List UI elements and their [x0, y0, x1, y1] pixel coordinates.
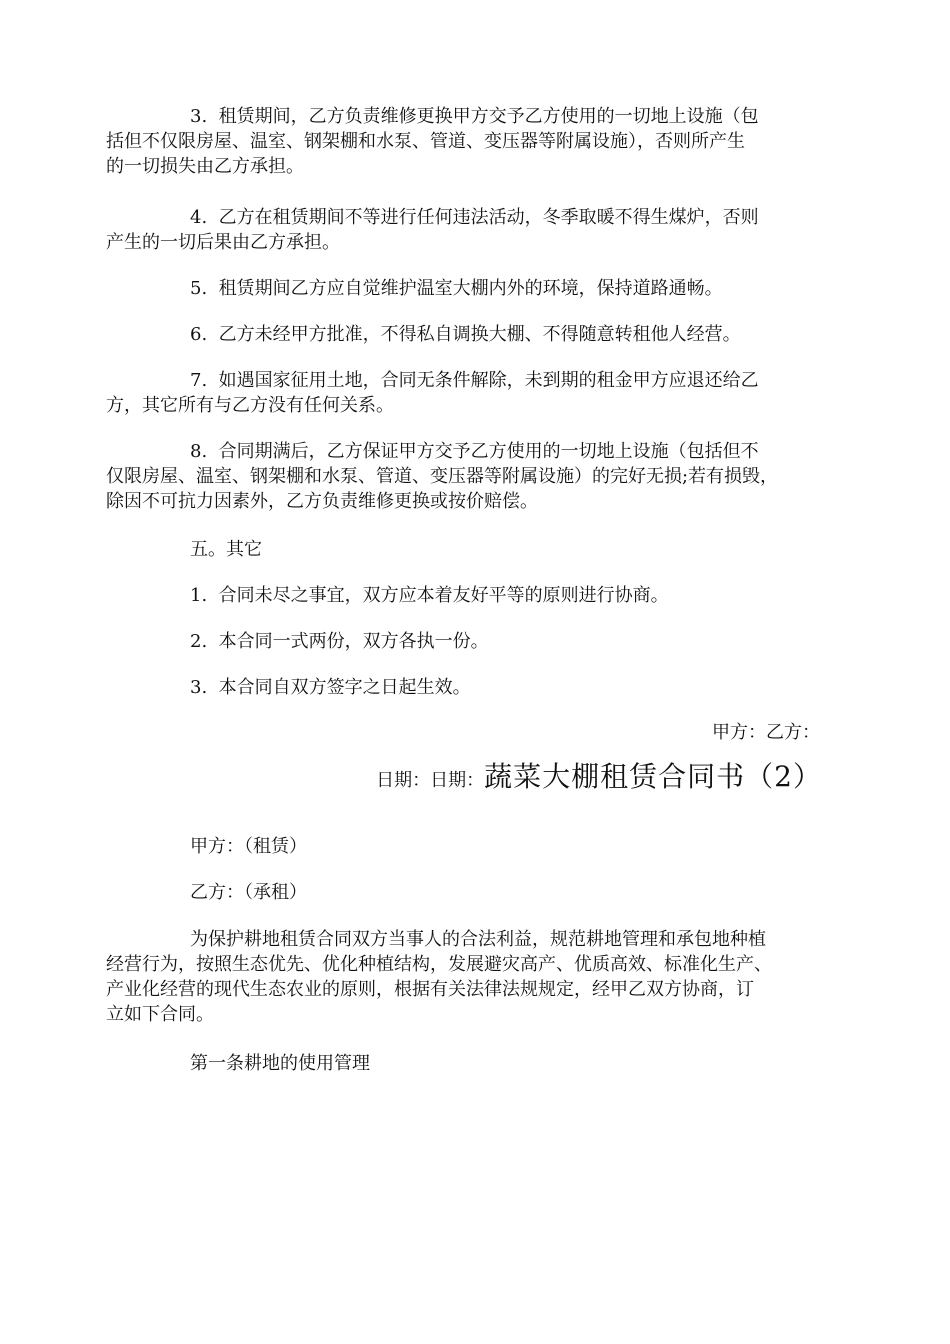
- clause-line: [106, 322, 846, 347]
- clause-line: [106, 276, 846, 301]
- article-1-line: [106, 1051, 846, 1076]
- clause-line: [106, 368, 846, 393]
- section-item-1: [106, 583, 846, 608]
- item-text: 合同未尽之事宜，双方应本着友好平等的原则进行协商。: [218, 585, 669, 606]
- section-item-line: [106, 675, 846, 700]
- clause-line: [106, 104, 846, 129]
- section-item-line: [106, 629, 846, 654]
- section-item-2: [106, 629, 846, 654]
- clause-7: [106, 368, 846, 418]
- clause-text: 租赁期间乙方应自觉维护温室大棚内外的环境，保持道路通畅。: [218, 278, 723, 299]
- clause-number: 3.: [190, 106, 208, 127]
- clause-line: 产生的一切后果由乙方承担。: [106, 232, 340, 253]
- article-1-heading: 第一条耕地的使用管理: [190, 1053, 370, 1074]
- signature-parties: 甲方：乙方：: [712, 722, 820, 743]
- clause-line: 的一切损失由乙方承担。: [106, 156, 304, 177]
- clause-6: [106, 322, 846, 347]
- intro-line: 为保护耕地租赁合同双方当事人的合法利益，规范耕地管理和承包地种植: [190, 929, 766, 950]
- clause-line: [106, 205, 846, 230]
- intro-line: 产业化经营的现代生态农业的原则，根据有关法律法规规定，经甲乙双方协商，订: [106, 979, 754, 1000]
- intro-line: 立如下合同。: [106, 1004, 214, 1025]
- item-text: 本合同一式两份，双方各执一份。: [218, 631, 489, 652]
- party-b: 乙方：（承租）: [190, 882, 307, 903]
- clause-text: 合同期满后，乙方保证甲方交予乙方使用的一切地上设施（包括但不: [218, 441, 759, 462]
- clause-number: 6.: [190, 324, 208, 345]
- clause-text: 乙方未经甲方批准，不得私自调换大棚、不得随意转租他人经营。: [218, 324, 741, 345]
- contract-title: 蔬菜大棚租赁合同书（2）: [484, 760, 822, 793]
- clause-5: [106, 276, 846, 301]
- section-item-line: [106, 583, 846, 608]
- party-a: 甲方：（租赁）: [190, 836, 307, 857]
- clause-line: 方，其它所有与乙方没有任何关系。: [106, 395, 394, 416]
- clause-line: [106, 439, 846, 464]
- section-item-3: [106, 675, 846, 700]
- clause-line: 括但不仅限房屋、温室、钢架棚和水泵、管道、变压器等附属设施），否则所产生: [106, 131, 745, 152]
- clause-text: 如遇国家征用土地，合同无条件解除，未到期的租金甲方应退还给乙: [218, 370, 759, 391]
- clause-8: [106, 439, 846, 514]
- clause-line: 除因不可抗力因素外，乙方负责维修更换或按价赔偿。: [106, 491, 538, 512]
- item-text: 本合同自双方签字之日起生效。: [218, 677, 471, 698]
- clause-line: 仅限房屋、温室、钢架棚和水泵、管道、变压器等附属设施）的完好无损;若有损毁，: [106, 466, 779, 487]
- section-heading: [106, 537, 846, 562]
- party-a-line: [106, 834, 846, 859]
- signature-dates: 日期：日期：: [376, 770, 485, 791]
- date-and-title-line: [376, 760, 822, 798]
- intro-paragraph: [106, 927, 846, 1027]
- clause-number: 4.: [190, 207, 208, 228]
- clause-number: 5.: [190, 278, 208, 299]
- clause-text: 乙方在租赁期间不等进行任何违法活动，冬季取暖不得生煤炉，否则: [218, 207, 759, 228]
- item-number: 1.: [190, 585, 208, 606]
- clause-text: 租赁期间，乙方负责维修更换甲方交予乙方使用的一切地上设施（包: [218, 106, 759, 127]
- intro-line: 经营行为，按照生态优先、优化种植结构，发展避灾高产、优质高效、标准化生产、: [106, 954, 772, 975]
- clause-4: [106, 205, 846, 255]
- item-number: 3.: [190, 677, 208, 698]
- party-b-line: [106, 880, 846, 905]
- section-title: 五。其它: [190, 539, 262, 560]
- clause-number: 8.: [190, 441, 208, 462]
- item-number: 2.: [190, 631, 208, 652]
- clause-number: 7.: [190, 370, 208, 391]
- clause-3: [106, 104, 846, 179]
